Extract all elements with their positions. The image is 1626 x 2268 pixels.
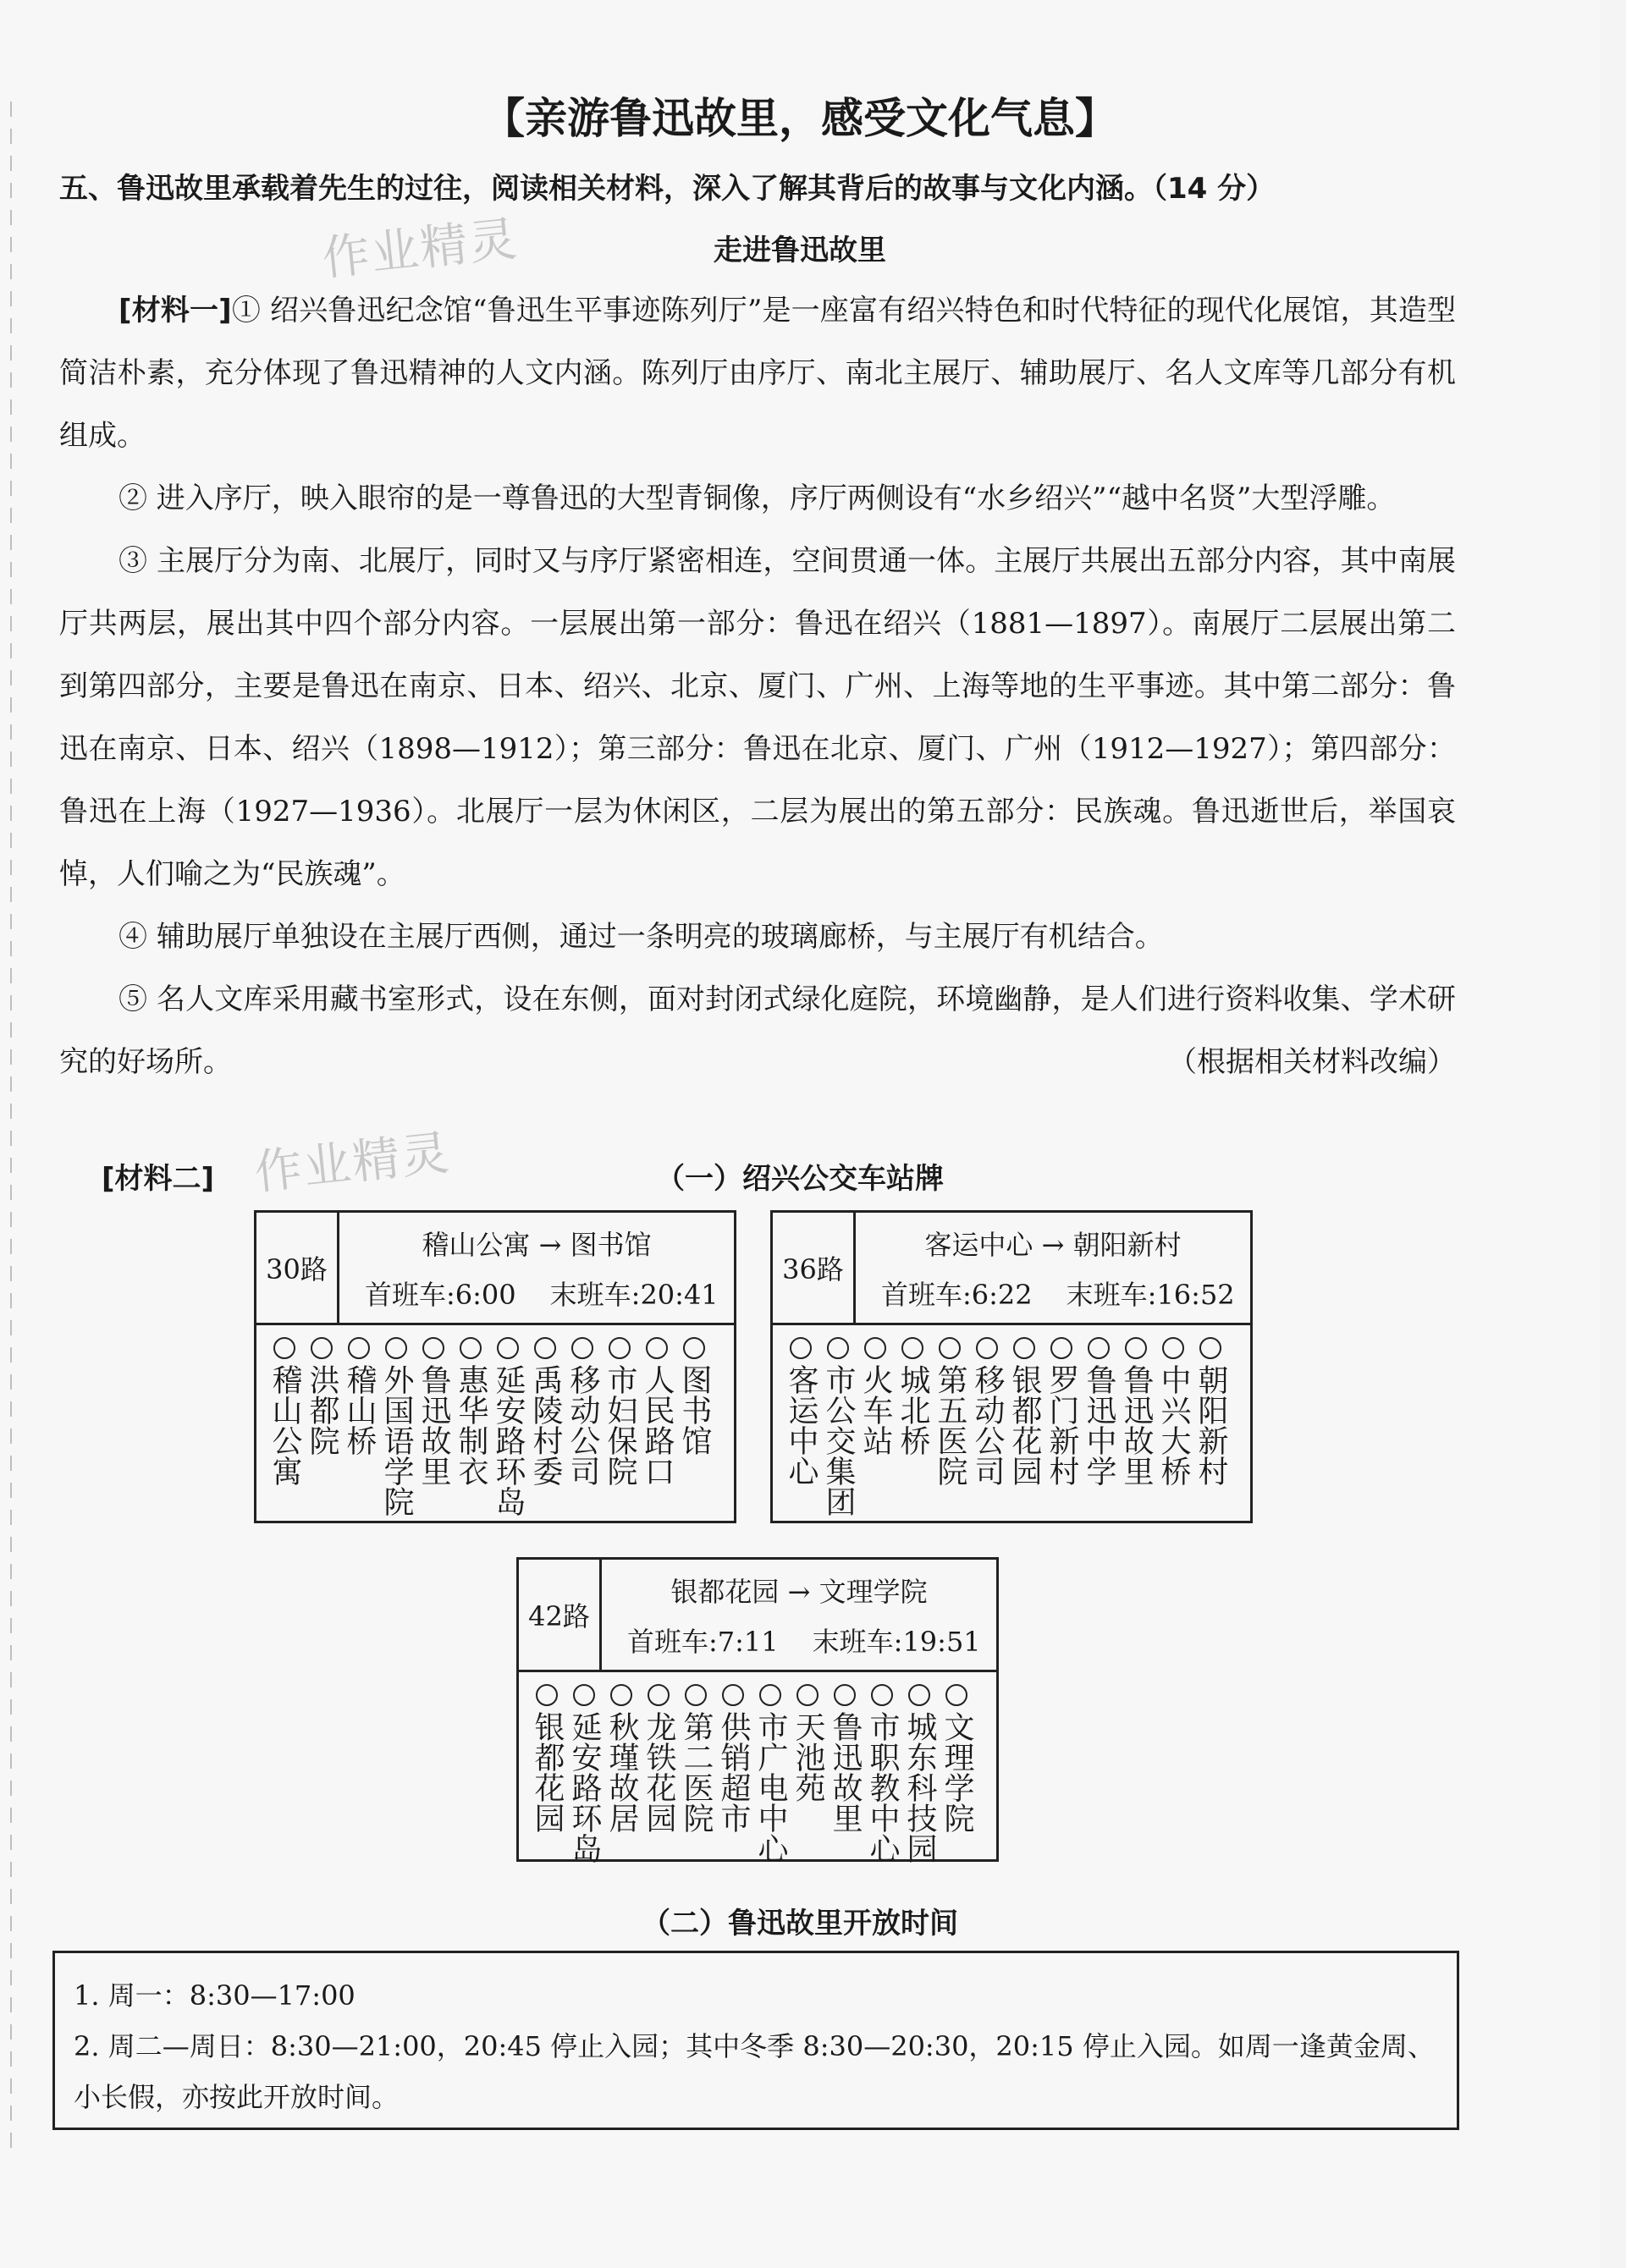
stop-circle-icon xyxy=(311,1337,333,1359)
stop-circle-icon xyxy=(348,1337,370,1359)
stop-name: 市公交集团 xyxy=(821,1364,856,1517)
last-bus-time: 末班车:16:52 xyxy=(1066,1278,1235,1311)
bus-stop xyxy=(417,1337,449,1517)
first-bus-time: 首班车:6:22 xyxy=(881,1278,1033,1311)
opening-hours-title: （二）鲁迅故里开放时间 xyxy=(642,1907,958,1940)
bus-stop xyxy=(934,1337,966,1517)
stop-name: 罗门新村 xyxy=(1044,1364,1079,1486)
stop-circle-icon xyxy=(609,1337,631,1359)
stop-name: 稽山公寓 xyxy=(267,1364,302,1486)
stop-name: 人民路口 xyxy=(640,1364,675,1486)
bus-stop xyxy=(971,1337,1003,1517)
stop-name: 城东科技园 xyxy=(902,1711,937,1863)
bus-stop xyxy=(822,1337,854,1517)
stop-name: 移动公司 xyxy=(970,1364,1005,1486)
stop-circle-icon xyxy=(1125,1337,1147,1359)
stop-circle-icon xyxy=(534,1337,556,1359)
opening-hours-box xyxy=(52,1951,1459,2130)
bus-sign-title: （一）绍兴公交车站牌 xyxy=(656,1162,944,1196)
stop-name: 客运中心 xyxy=(784,1364,819,1486)
stop-circle-icon xyxy=(685,1684,707,1706)
route-number: 30路 xyxy=(256,1213,339,1323)
stop-circle-icon xyxy=(536,1684,558,1706)
route-number: 36路 xyxy=(773,1213,856,1323)
stop-name: 鲁迅故里 xyxy=(416,1364,451,1486)
paragraph-4: ④ 辅助展厅单独设在主展厅西侧，通过一条明亮的玻璃廊桥，与主展厅有机结合。 xyxy=(119,920,1164,954)
stop-name: 移动公司 xyxy=(565,1364,600,1486)
first-bus-time: 首班车:7:11 xyxy=(627,1625,779,1658)
stop-name: 延安路环岛 xyxy=(567,1711,602,1863)
bus-stop xyxy=(642,1684,675,1863)
stop-name: 稽山桥 xyxy=(342,1364,377,1456)
stop-circle-icon xyxy=(834,1684,856,1706)
stop-circle-icon xyxy=(385,1337,407,1359)
stop-name: 市妇保院 xyxy=(603,1364,637,1486)
stop-name: 秋瑾故居 xyxy=(604,1711,639,1833)
paragraph-3: ③ 主展厅分为南、北展厅，同时又与序厅紧密相连，空间贯通一体。主展厅共展出五部分内容，其中南展厅共两层，展出其中四个部分内容。一层展出第一部分：鲁迅在绍兴（1881—1897）。南展厅二层展出第二到第四部分，主要是鲁迅在南京、日本、绍兴、北京、厦门、广州、上海等地的生平事迹。其中第二部分：鲁迅在南京、日本、绍兴（1898—1912）；第三部分：鲁迅在北京、厦门、广州（1912—1927）；第四部分：鲁迅在上海（1927—1936）。北展厅一层为休闲区，二层为展出的第五部分：民族魂。鲁迅逝世后，举国哀悼，人们喻之为“民族魂”。 xyxy=(59,544,1456,891)
paragraph-5: ⑤ 名人文库采用藏书室形式，设在东侧，面对封闭式绿化庭院，环境幽静，是人们进行资料收集、学术研究的好场所。 xyxy=(59,983,1456,1079)
stop-circle-icon xyxy=(1162,1337,1184,1359)
bus-stop xyxy=(717,1684,749,1863)
bus-board-30 xyxy=(254,1210,736,1523)
stop-circle-icon xyxy=(759,1684,781,1706)
route-number: 42路 xyxy=(519,1560,602,1670)
bus-stop xyxy=(1120,1337,1152,1517)
material-two-label: [材料二] xyxy=(102,1162,215,1196)
stop-circle-icon xyxy=(908,1684,930,1706)
stop-name: 天池苑 xyxy=(791,1711,825,1803)
bus-stop xyxy=(268,1337,300,1517)
stop-name: 鲁迅故里 xyxy=(828,1711,863,1833)
bus-stop xyxy=(568,1684,600,1863)
bus-stop xyxy=(1045,1337,1078,1517)
section-title: 【亲游鲁迅故里，感受文化气息】 xyxy=(482,94,1117,143)
source-note: （根据相关材料改编） xyxy=(1168,1045,1456,1079)
bus-stop xyxy=(859,1337,891,1517)
paragraph-1 xyxy=(59,279,1456,467)
stop-name: 洪都院 xyxy=(305,1364,339,1456)
route-direction: 客运中心 → 朝阳新村 xyxy=(924,1228,1182,1261)
stop-name: 惠华制衣 xyxy=(454,1364,488,1486)
stop-list xyxy=(773,1325,1250,1525)
stop-circle-icon xyxy=(864,1337,886,1359)
stop-name: 市广电中心 xyxy=(753,1711,788,1863)
stop-list xyxy=(519,1672,996,1872)
bus-stop xyxy=(903,1684,935,1863)
stop-name: 市职教中心 xyxy=(865,1711,900,1863)
stop-name: 外国语学院 xyxy=(379,1364,414,1517)
bus-stop xyxy=(1008,1337,1040,1517)
bus-board-36 xyxy=(770,1210,1253,1523)
stop-circle-icon xyxy=(273,1337,295,1359)
paragraph-2: ② 进入序厅，映入眼帘的是一尊鲁迅的大型青铜像，序厅两侧设有“水乡绍兴”“越中名贤”大型浮雕。 xyxy=(119,482,1396,515)
stop-circle-icon xyxy=(901,1337,923,1359)
stop-circle-icon xyxy=(683,1337,705,1359)
stop-name: 银都花园 xyxy=(1007,1364,1042,1486)
stop-circle-icon xyxy=(945,1684,967,1706)
stop-name: 鲁迅故里 xyxy=(1119,1364,1154,1486)
first-bus-time: 首班车:6:00 xyxy=(365,1278,516,1311)
watermark-middle: 作业精灵 xyxy=(251,1126,454,1201)
bus-board-header xyxy=(256,1213,734,1325)
bus-stop xyxy=(754,1684,786,1863)
stop-circle-icon xyxy=(571,1337,593,1359)
route-info xyxy=(339,1213,734,1323)
stop-name: 第二医院 xyxy=(679,1711,714,1833)
hours-line-2: 2. 周二—周日：8:30—21:00，20:45 停止入园；其中冬季 8:30—20:30，20:15 停止入园。如周一逢黄金周、小长假，亦按此开放时间。 xyxy=(74,2030,1435,2113)
bus-stop xyxy=(1083,1337,1115,1517)
stop-circle-icon xyxy=(646,1337,668,1359)
stop-name: 银都花园 xyxy=(530,1711,565,1833)
route-times xyxy=(339,1274,734,1313)
binding-margin-line xyxy=(10,102,12,2150)
stop-name: 禹陵村委 xyxy=(528,1364,563,1486)
bus-stop xyxy=(785,1337,817,1517)
stop-name: 鲁迅中学 xyxy=(1082,1364,1116,1486)
stop-name: 龙铁花园 xyxy=(642,1711,676,1833)
stop-circle-icon xyxy=(460,1337,482,1359)
stop-name: 城北桥 xyxy=(896,1364,930,1456)
bus-stop xyxy=(829,1684,861,1863)
route-info xyxy=(602,1560,996,1670)
bus-stop xyxy=(680,1684,712,1863)
stop-circle-icon xyxy=(422,1337,444,1359)
stop-name: 朝阳新村 xyxy=(1193,1364,1228,1486)
stop-name: 中兴大桥 xyxy=(1156,1364,1191,1486)
route-direction: 稽山公寓 → 图书馆 xyxy=(422,1228,652,1261)
bus-stop xyxy=(866,1684,898,1863)
stop-circle-icon xyxy=(1050,1337,1072,1359)
stop-circle-icon xyxy=(722,1684,744,1706)
bus-stop xyxy=(940,1684,973,1863)
bus-board-header xyxy=(773,1213,1250,1325)
stop-name: 延安路环岛 xyxy=(491,1364,526,1517)
bus-stop xyxy=(531,1684,563,1863)
bus-stop xyxy=(380,1337,412,1517)
bus-stop xyxy=(306,1337,338,1517)
bus-stop xyxy=(641,1337,673,1517)
route-times xyxy=(856,1274,1250,1313)
bus-stop xyxy=(455,1337,487,1517)
stop-name: 文理学院 xyxy=(940,1711,974,1833)
last-bus-time: 末班车:20:41 xyxy=(549,1278,719,1311)
hours-line-1: 1. 周一：8:30—17:00 xyxy=(74,1979,356,2012)
bus-stop xyxy=(896,1337,929,1517)
route-direction: 银都花园 → 文理学院 xyxy=(670,1575,928,1608)
stop-name: 第五医院 xyxy=(933,1364,967,1486)
bus-board-header xyxy=(519,1560,996,1672)
stop-circle-icon xyxy=(497,1337,519,1359)
stop-circle-icon xyxy=(648,1684,670,1706)
stop-circle-icon xyxy=(1088,1337,1110,1359)
stop-circle-icon xyxy=(573,1684,595,1706)
last-bus-time: 末班车:19:51 xyxy=(812,1625,981,1658)
stop-circle-icon xyxy=(796,1684,819,1706)
stop-circle-icon xyxy=(827,1337,849,1359)
paragraph-1-text: ① 绍兴鲁迅纪念馆“鲁迅生平事迹陈列厅”是一座富有绍兴特色和时代特征的现代化展馆，其造型简洁朴素，充分体现了鲁迅精神的人文内涵。陈列厅由序厅、南北主展厅、辅助展厅、名人文库等几部分有机组成。 xyxy=(59,294,1457,453)
stop-circle-icon xyxy=(1013,1337,1035,1359)
stop-list xyxy=(256,1325,734,1525)
bus-board-42 xyxy=(516,1557,999,1862)
stop-circle-icon xyxy=(871,1684,893,1706)
bus-stop xyxy=(566,1337,598,1517)
bus-stop xyxy=(604,1337,636,1517)
bus-stop xyxy=(492,1337,524,1517)
stop-circle-icon xyxy=(790,1337,812,1359)
stop-circle-icon xyxy=(976,1337,998,1359)
bus-stop xyxy=(678,1337,710,1517)
bus-stop xyxy=(343,1337,375,1517)
bus-stop xyxy=(605,1684,637,1863)
material-one-label: [材料一] xyxy=(119,294,232,328)
bus-stop xyxy=(1194,1337,1226,1517)
bus-stop xyxy=(529,1337,561,1517)
stop-circle-icon xyxy=(1199,1337,1221,1359)
stop-name: 火车站 xyxy=(858,1364,893,1456)
stop-name: 图书馆 xyxy=(677,1364,712,1456)
material-one-text xyxy=(59,279,1456,1093)
question-prompt: 五、鲁迅故里承载着先生的过往，阅读相关材料，深入了解其背后的故事与文化内涵。（14 分） xyxy=(59,172,1276,206)
stop-circle-icon xyxy=(610,1684,632,1706)
route-info xyxy=(856,1213,1250,1323)
bus-stop xyxy=(1157,1337,1189,1517)
bus-stop xyxy=(791,1684,824,1863)
stop-name: 供销超市 xyxy=(716,1711,751,1833)
reading-subtitle: 走进鲁迅故里 xyxy=(714,234,886,267)
route-times xyxy=(602,1621,996,1660)
stop-circle-icon xyxy=(939,1337,961,1359)
watermark-top: 作业精灵 xyxy=(319,212,521,287)
